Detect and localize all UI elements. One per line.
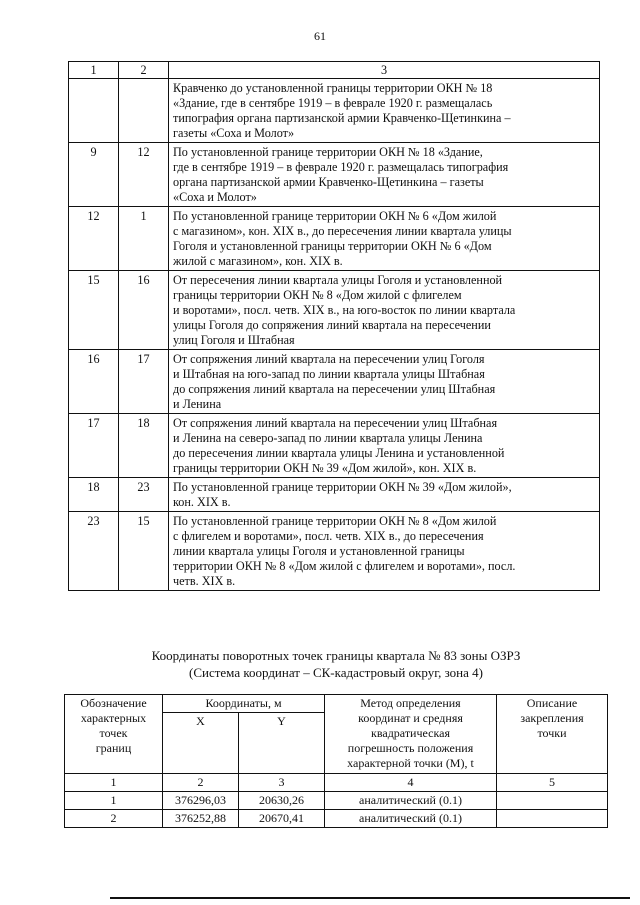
to-point: 16 (119, 271, 169, 350)
description-line: и воротами», посл. четв. XIX в., на юго-восток по линии квартала (173, 303, 516, 317)
bottom-rule (110, 897, 630, 899)
boundary-description (169, 512, 600, 591)
description-line: От сопряжения линий квартала на пересечении улиц Штабная (173, 416, 498, 430)
header-col-1: 1 (69, 62, 119, 79)
boundary-description (169, 414, 600, 478)
description-line: с флигелем и воротами», посл. четв. XIX в., до пересечения (173, 529, 484, 543)
description-line: «Здание, где в сентябре 1919 – в феврале 1920 г. размещалась (173, 96, 493, 110)
description-line: От пересечения линии квартала улицы Гоголя и установленной (173, 273, 503, 287)
method-value: аналитический (0.1) (325, 810, 497, 828)
header-line: квадратическая (371, 726, 450, 740)
header-line: погрешность положения (347, 741, 474, 755)
header-line: Описание (526, 696, 578, 710)
description-line: По установленной границе территории ОКН № 8 «Дом жилой (173, 514, 497, 528)
description-line: до сопряжения линий квартала на пересечении улиц Штабная (173, 382, 496, 396)
column-number: 3 (239, 774, 325, 792)
boundary-row (69, 207, 600, 271)
method-header (325, 695, 497, 774)
description-line: органа партизанской армии Кравченко-Щетинкина – газеты (173, 175, 484, 189)
boundary-row (69, 143, 600, 207)
description-line: Кравченко до установленной границы территории ОКН № 18 (173, 81, 493, 95)
description-line: до пересечения линии квартала улицы Ленина и установленной (173, 446, 505, 460)
fixing-description (497, 792, 608, 810)
description-line: линии квартала улицы Гоголя и установленной границы (173, 544, 465, 558)
to-point: 17 (119, 350, 169, 414)
boundary-description (169, 143, 600, 207)
description-line: и Ленина на северо-запад по линии квартала улицы Ленина (173, 431, 483, 445)
description-line: четв. XIX в. (173, 574, 236, 588)
coordinates-header: Координаты, м (163, 695, 325, 713)
header-line: характерных (80, 711, 147, 725)
description-line: границы территории ОКН № 39 «Дом жилой», кон. XIX в. (173, 461, 477, 475)
description-line: с магазином», кон. XIX в., до пересечения линии квартала улицы (173, 224, 512, 238)
coordinates-subtitle-line: (Система координат – СК-кадастровый округ, зона 4) (189, 665, 483, 680)
header-line: характерной точки (М), t (347, 756, 474, 770)
boundary-row (69, 478, 600, 512)
from-point: 23 (69, 512, 119, 591)
y-coordinate: 20670,41 (239, 810, 325, 828)
description-line: границы территории ОКН № 8 «Дом жилой с флигелем (173, 288, 462, 302)
description-line: От сопряжения линий квартала на пересечении улиц Гоголя (173, 352, 485, 366)
x-coordinate: 376252,88 (163, 810, 239, 828)
to-point: 1 (119, 207, 169, 271)
page-number: 61 (314, 29, 326, 43)
boundary-row (69, 350, 600, 414)
description-line: и Штабная на юго-запад по линии квартала улицы Штабная (173, 367, 485, 381)
to-point: 15 (119, 512, 169, 591)
fixing-description (497, 810, 608, 828)
column-number: 1 (65, 774, 163, 792)
description-line: где в сентябре 1919 – в феврале 1920 г. размещалась типография (173, 160, 509, 174)
from-point: 16 (69, 350, 119, 414)
description-line: По установленной границе территории ОКН № 6 «Дом жилой (173, 209, 497, 223)
coordinates-title (64, 647, 608, 681)
boundary-table (68, 61, 600, 591)
column-number: 4 (325, 774, 497, 792)
boundary-table-body (69, 79, 600, 591)
description-line: улиц Гоголя и Штабная (173, 333, 295, 347)
header-line: Обозначение (80, 696, 147, 710)
method-value: аналитический (0.1) (325, 792, 497, 810)
point-designation: 1 (65, 792, 163, 810)
x-coordinate: 376296,03 (163, 792, 239, 810)
header-line: Метод определения (360, 696, 461, 710)
header-col-3: 3 (169, 62, 600, 79)
boundary-description (169, 207, 600, 271)
point-designation: 2 (65, 810, 163, 828)
boundary-description (169, 350, 600, 414)
description-line: территории ОКН № 8 «Дом жилой с флигелем и воротами», посл. (173, 559, 516, 573)
column-number: 5 (497, 774, 608, 792)
boundary-row (69, 79, 600, 143)
boundary-row (69, 512, 600, 591)
boundary-description (169, 478, 600, 512)
from-point (69, 79, 119, 143)
boundary-row (69, 414, 600, 478)
description-line: кон. XIX в. (173, 495, 231, 509)
boundary-table-header (69, 62, 600, 79)
description-line: и Ленина (173, 397, 222, 411)
from-point: 17 (69, 414, 119, 478)
description-header (497, 695, 608, 774)
from-point: 15 (69, 271, 119, 350)
header-line: закрепления (520, 711, 584, 725)
header-line: координат и средняя (358, 711, 463, 725)
description-line: жилой с магазином», кон. XIX в. (173, 254, 343, 268)
coordinates-title-line: Координаты поворотных точек границы квартала № 83 зоны ОЗРЗ (151, 648, 521, 663)
to-point (119, 79, 169, 143)
description-line: типография органа партизанской армии Кравченко-Щетинкина – (173, 111, 511, 125)
description-line: газеты «Соха и Молот» (173, 126, 295, 140)
coordinate-row (65, 810, 608, 828)
header-line: точек (99, 726, 128, 740)
coordinates-header-row (65, 695, 608, 713)
x-header: X (163, 713, 239, 774)
boundary-description (169, 79, 600, 143)
to-point: 23 (119, 478, 169, 512)
column-number-row (65, 774, 608, 792)
boundary-description (169, 271, 600, 350)
to-point: 18 (119, 414, 169, 478)
description-line: улицы Гоголя до сопряжения линий квартала на пересечении (173, 318, 491, 332)
description-line: По установленной границе территории ОКН № 18 «Здание, (173, 145, 483, 159)
from-point: 9 (69, 143, 119, 207)
from-point: 12 (69, 207, 119, 271)
header-line: точки (537, 726, 567, 740)
column-number: 2 (163, 774, 239, 792)
description-line: По установленной границе территории ОКН № 39 «Дом жилой», (173, 480, 512, 494)
to-point: 12 (119, 143, 169, 207)
y-header: Y (239, 713, 325, 774)
description-line: Гоголя и установленной границы территории ОКН № 6 «Дом (173, 239, 492, 253)
from-point: 18 (69, 478, 119, 512)
coordinate-row (65, 792, 608, 810)
y-coordinate: 20630,26 (239, 792, 325, 810)
header-line: границ (95, 741, 132, 755)
header-col-2: 2 (119, 62, 169, 79)
description-line: «Соха и Молот» (173, 190, 257, 204)
designation-header (65, 695, 163, 774)
coordinates-table (64, 694, 608, 828)
boundary-row (69, 271, 600, 350)
